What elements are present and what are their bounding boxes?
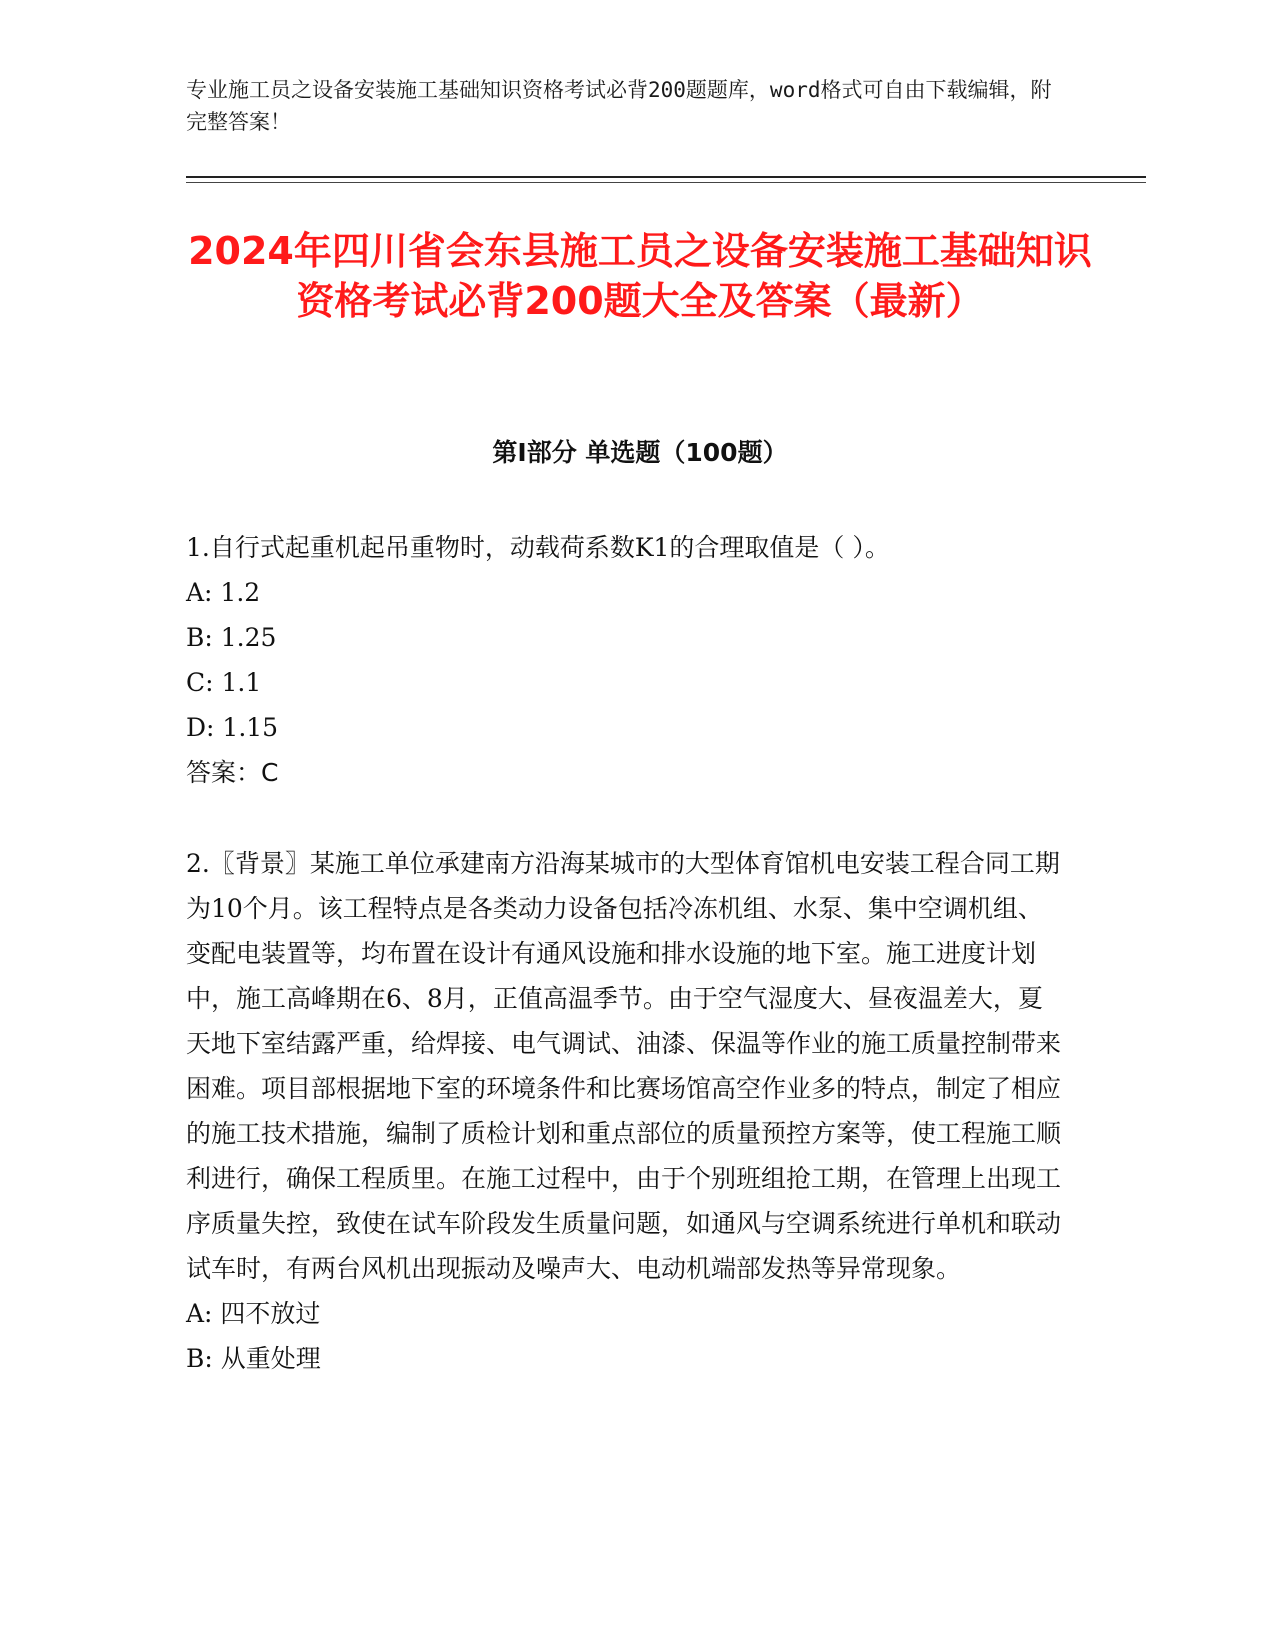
option-a: A: 四不放过 — [186, 1299, 321, 1328]
header-divider-thick — [186, 176, 1146, 178]
option-d: D: 1.15 — [186, 713, 279, 742]
question-text: 2.〖背景〗某施工单位承建南方沿海某城市的大型体育馆机电安装工程合同工期为10个月。该工程特点是各类动力设备包括冷冻机组、水泵、集中空调机组、变配电装置等，均布置在设计有通风设施和排水设施的地下室。施工进度计划中，施工高峰期在6、8月，正值高温季节。由于空气湿度大、昼夜温差大，夏天地下室结露严重，给焊接、电气调试、油漆、保温等作业的施工质量控制带来困难。项目部根据地下室的环境条件和比赛场馆高空作业多的特点，制定了相应的施工技术措施，编制了质检计划和重点部位的质量预控方案等，使工程施工顺利进行，确保工程质里。在施工过程中，由于个别班组抢工期，在管理上出现工序质量失控，致使在试车阶段发生质量问题，如通风与空调系统进行单机和联动试车时，有两台风机出现振动及噪声大、电动机端部发热等异常现象。 — [186, 849, 1062, 1283]
header-divider-thin — [186, 182, 1146, 183]
option-c: C: 1.1 — [186, 668, 262, 697]
answer: 答案：C — [186, 758, 279, 787]
option-b: B: 从重处理 — [186, 1344, 321, 1373]
question-2 — [186, 841, 1066, 1381]
header-note: 专业施工员之设备安装施工基础知识资格考试必背200题题库，word格式可自由下载编辑，附完整答案！ — [186, 78, 1052, 134]
question-1 — [186, 525, 1066, 795]
question-text: 1.自行式起重机起吊重物时，动载荷系数K1的合理取值是（ ）。 — [186, 533, 890, 562]
option-b: B: 1.25 — [186, 623, 277, 652]
section-heading: 第Ⅰ部分 单选题（100题） — [492, 438, 788, 467]
option-a: A: 1.2 — [186, 578, 261, 607]
document-title: 2024年四川省会东县施工员之设备安装施工基础知识资格考试必背200题大全及答案（最新） — [188, 229, 1092, 323]
